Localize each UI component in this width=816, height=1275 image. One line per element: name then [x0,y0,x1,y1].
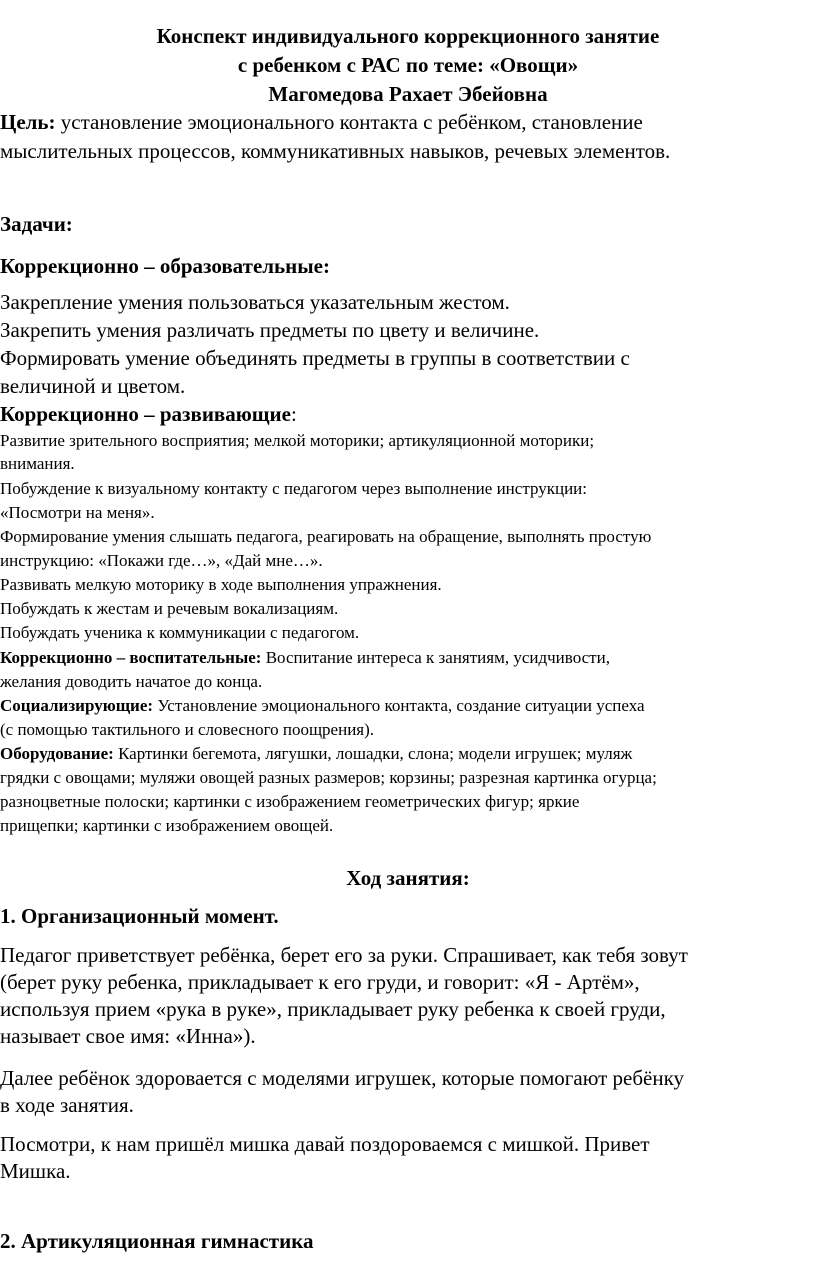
section1-para3-line: Посмотри, к нам пришёл мишка давай поздороваемся с мишкой. Привет [0,1132,650,1156]
title-author: Магомедова Рахает Эбейовна [268,82,548,106]
developing-heading-line [0,402,297,427]
section1-para2-line: Далее ребёнок здоровается с моделями игрушек, которые помогают ребёнку [0,1066,685,1090]
goal-line-1 [0,110,643,135]
section1-para2-line: в ходе занятия. [0,1093,134,1117]
goal-line-2: мыслительных процессов, коммуникативных навыков, речевых элементов. [0,139,671,163]
equipment-text: Картинки бегемота, лягушки, лошадки, слона; модели игрушек; муляж [113,744,633,763]
equipment-label: Оборудование: [0,744,114,763]
socializing-label: Социализирующие: [0,696,154,715]
socializing-text: Установление эмоционального контакта, создание ситуации успеха [153,696,645,715]
socializing-line-1 [0,696,645,716]
developing-line: Развитие зрительного восприятия; мелкой моторики; артикуляционной моторики; [0,431,595,450]
developing-line: внимания. [0,454,75,473]
upbringing-line-1 [0,648,610,668]
developing-line: Побуждать к жестам и речевым вокализациям. [0,599,339,618]
educational-heading: Коррекционно – образовательные: [0,254,330,278]
developing-line: Формирование умения слышать педагога, реагировать на обращение, выполнять простую [0,527,652,546]
developing-heading: Коррекционно – развивающие [0,402,291,426]
section1-para3-line: Мишка. [0,1159,71,1183]
section1-para1-line: используя прием «рука в руке», прикладывает руку ребенка к своей груди, [0,997,666,1021]
developing-line: «Посмотри на меня». [0,503,155,522]
developing-line: Побуждение к визуальному контакту с педагогом через выполнение инструкции: [0,479,588,498]
developing-line: инструкцию: «Покажи где…», «Дай мне…». [0,551,323,570]
upbringing-text: Воспитание интереса к занятиям, усидчивости, [261,648,610,667]
equipment-line-3: разноцветные полоски; картинки с изображением геометрических фигур; яркие [0,792,580,811]
tasks-heading: Задачи: [0,212,73,236]
section1-para1-line: Педагог приветствует ребёнка, берет его за руки. Спрашивает, как тебя зовут [0,943,688,967]
socializing-line-2: (с помощью тактильного и словесного поощрения). [0,720,375,739]
educational-line: Формировать умение объединять предметы в группы в соответствии с [0,346,630,370]
developing-line: Развивать мелкую моторику в ходе выполнения упражнения. [0,575,442,594]
educational-line: Закрепление умения пользоваться указательным жестом. [0,290,510,314]
educational-line: Закрепить умения различать предметы по цвету и величине. [0,318,540,342]
section2-heading: 2. Артикуляционная гимнастика [0,1229,314,1253]
title-line-2: с ребенком с РАС по теме: «Овощи» [237,53,579,77]
lesson-heading: Ход занятия: [346,866,470,890]
developing-colon: : [290,402,297,426]
section1-heading: 1. Организационный момент. [0,904,279,928]
section1-para1-line: называет свое имя: «Инна»). [0,1024,256,1048]
goal-label: Цель: [0,110,56,134]
title-line-1: Конспект индивидуального коррекционного занятие [156,24,660,48]
equipment-line-2: грядки с овощами; муляжи овощей разных размеров; корзины; разрезная картинка огурца; [0,768,657,787]
equipment-line-4: прищепки; картинки с изображением овощей. [0,816,334,835]
upbringing-line-2: желания доводить начатое до конца. [0,672,263,691]
section1-para1-line: (берет руку ребенка, прикладывает к его груди, и говорит: «Я - Артём», [0,970,640,994]
upbringing-label: Коррекционно – воспитательные: [0,648,262,667]
goal-text-1: установление эмоционального контакта с ребёнком, становление [55,110,643,134]
developing-line: Побуждать ученика к коммуникации с педагогом. [0,623,360,642]
equipment-line-1 [0,744,632,764]
educational-line: величиной и цветом. [0,374,186,398]
